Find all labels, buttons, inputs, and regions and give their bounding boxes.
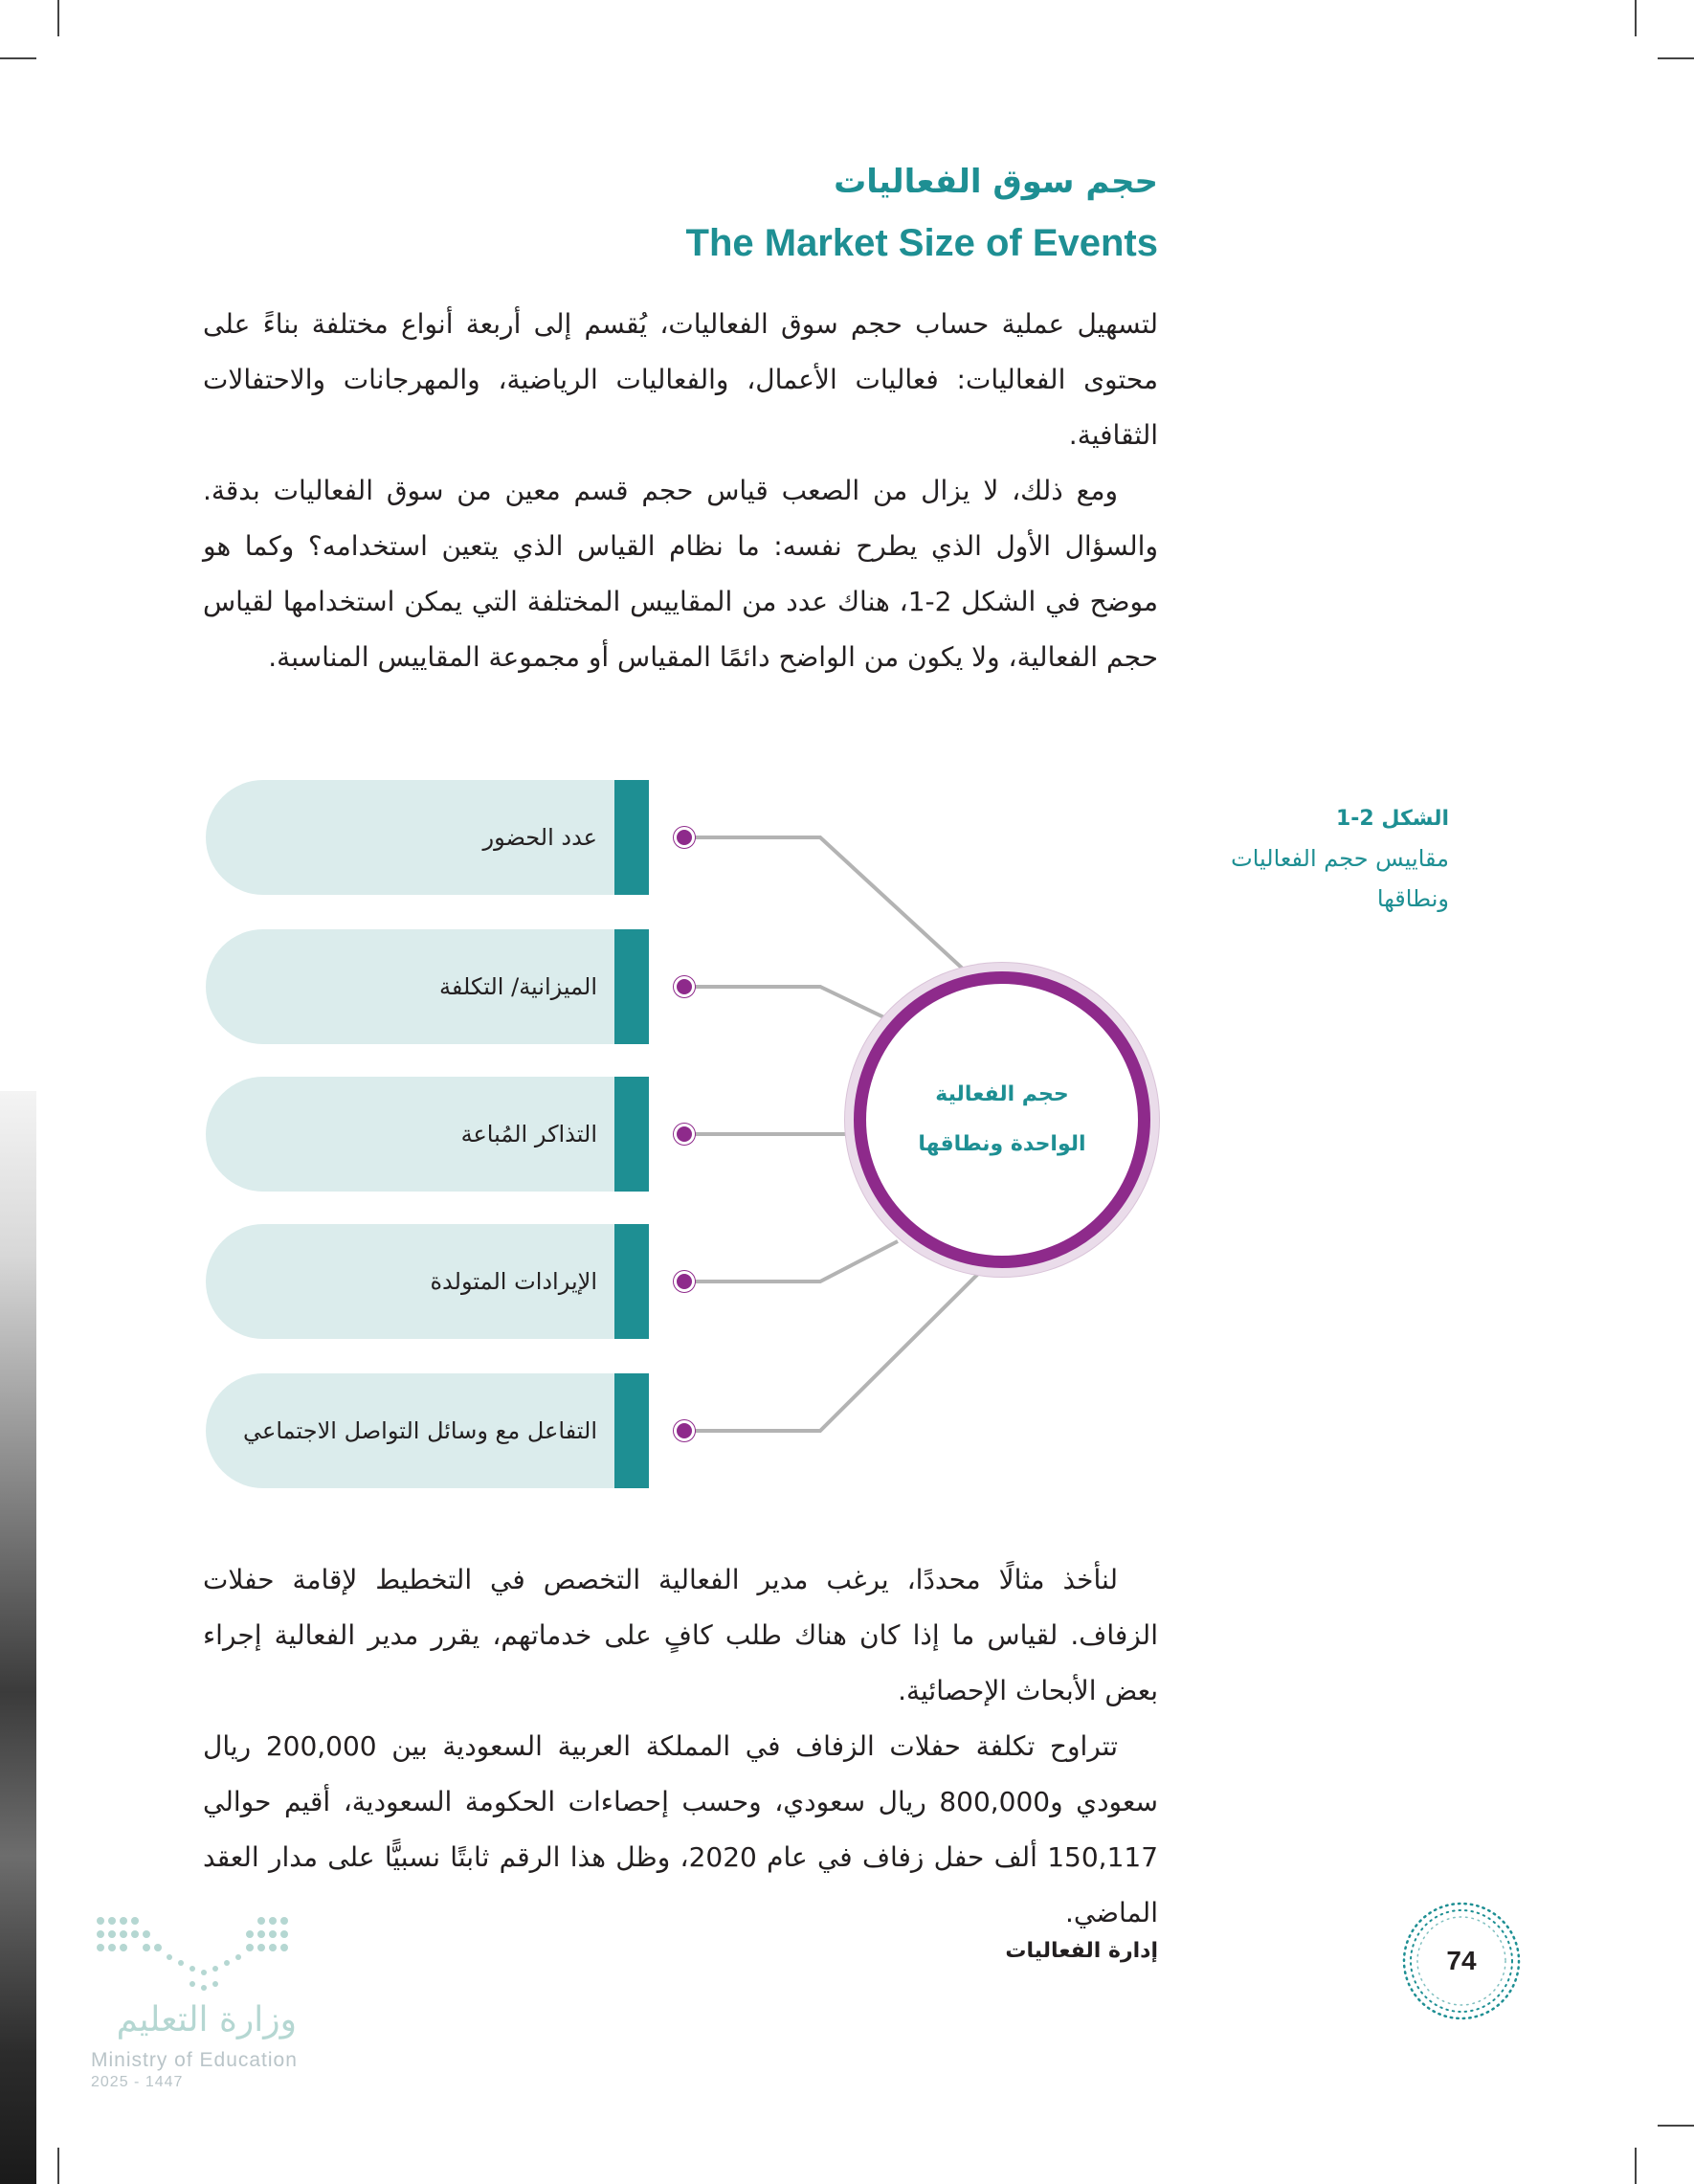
paragraph-intro: لتسهيل عملية حساب حجم سوق الفعاليات، يُقسم إلى أربعة أنواع مختلفة بناءً على محتوى الفعاليات: فعاليات الأعمال، والفعاليات الرياضية، والمهرجانات والاحتفالات الثقافية. (203, 308, 1158, 451)
connector-line (684, 987, 892, 1021)
paragraph-measurement: ومع ذلك، لا يزال من الصعب قياس حجم قسم معين من سوق الفعاليات بدقة. والسؤال الأول الذي يطرح نفسه: ما نظام القياس الذي يتعين استخدامه؟ وكما هو موضح في الشكل 2-1، هناك عدد من المقاييس المختلفة التي يمكن استخدامها لقياس حجم الفعالية، ولا يكون من الواضح دائمًا المقياس أو مجموعة المقاييس المناسبة. (203, 475, 1158, 673)
center-label (892, 1070, 1112, 1170)
logo-arabic-text: وزارة التعليم (116, 2000, 297, 2039)
measure-accent-bar (614, 929, 649, 1044)
measure-accent-bar (614, 780, 649, 895)
connector-line (684, 1274, 978, 1431)
page-number-badge (1399, 1899, 1524, 2023)
center-label-line1: حجم الفعالية (935, 1082, 1069, 1106)
measure-accent-bar (614, 1373, 649, 1488)
crop-mark (1635, 2148, 1637, 2184)
measure-accent-bar (614, 1224, 649, 1339)
page-number: 74 (1446, 1946, 1477, 1975)
connector-dot (674, 1420, 695, 1441)
crop-mark (57, 2148, 59, 2184)
figure-title: مقاييس حجم الفعاليات ونطاقها (1231, 845, 1449, 912)
side-photo-strip (0, 1091, 36, 2184)
crop-mark (57, 0, 59, 36)
center-label-line2: الواحدة ونطاقها (918, 1132, 1086, 1156)
crop-mark (1635, 0, 1637, 36)
measure-label: الميزانية/ التكلفة (439, 973, 597, 1000)
connector-dot (674, 976, 695, 997)
event-size-diagram (203, 761, 1189, 1507)
measure-accent-bar (614, 1077, 649, 1192)
book-title: إدارة الفعاليات (1005, 1939, 1158, 1963)
ministry-logo (91, 1909, 321, 2101)
connector-dot (674, 1271, 695, 1292)
figure-number: الشكل 2-1 (1335, 807, 1449, 831)
measure-tickets (206, 1077, 649, 1192)
connector-dot (674, 1124, 695, 1145)
center-circle (854, 971, 1150, 1268)
section-title-english: The Market Size of Events (685, 222, 1158, 264)
measure-label: الإيرادات المتولدة (430, 1268, 597, 1295)
measure-social-media (206, 1373, 649, 1488)
connector-dot (674, 827, 695, 848)
connector-line (684, 837, 978, 983)
connector-line (684, 1241, 898, 1281)
paragraph-wedding-costs: تتراوح تكلفة حفلات الزفاف في المملكة العربية السعودية بين 200,000 ريال سعودي و800,000 ريال سعودي، وحسب إحصاءات الحكومة السعودية، أقيم حوالي 150,117 ألف حفل زفاف في عام 2020، وظل هذا الرقم ثابتًا نسبيًّا على مدار العقد الماضي. (203, 1730, 1159, 1928)
logo-year: 2025 - 1447 (91, 2074, 184, 2090)
measure-attendance (206, 780, 649, 895)
crop-mark (1658, 57, 1694, 59)
ministry-dots-icon (91, 1909, 321, 2000)
paragraph-example: لنأخذ مثالًا محددًا، يرغب مدير الفعالية التخصص في التخطيط لإقامة حفلات الزفاف. لقياس ما إذا كان هناك طلب كافٍ على خدماتهم، يقرر مدير الفعالية إجراء بعض الأبحاث الإحصائية. (203, 1564, 1158, 1706)
measure-label: التذاكر المُباعة (460, 1121, 597, 1148)
crop-mark (1658, 2125, 1694, 2127)
measure-revenue (206, 1224, 649, 1339)
measure-label: عدد الحضور (482, 824, 597, 851)
figure-caption (1215, 800, 1449, 919)
measure-budget (206, 929, 649, 1044)
logo-english-text: Ministry of Education (91, 2049, 298, 2071)
measure-label: التفاعل مع وسائل التواصل الاجتماعي (243, 1417, 597, 1444)
crop-mark (0, 57, 36, 59)
section-title-arabic: حجم سوق الفعاليات (834, 163, 1158, 201)
